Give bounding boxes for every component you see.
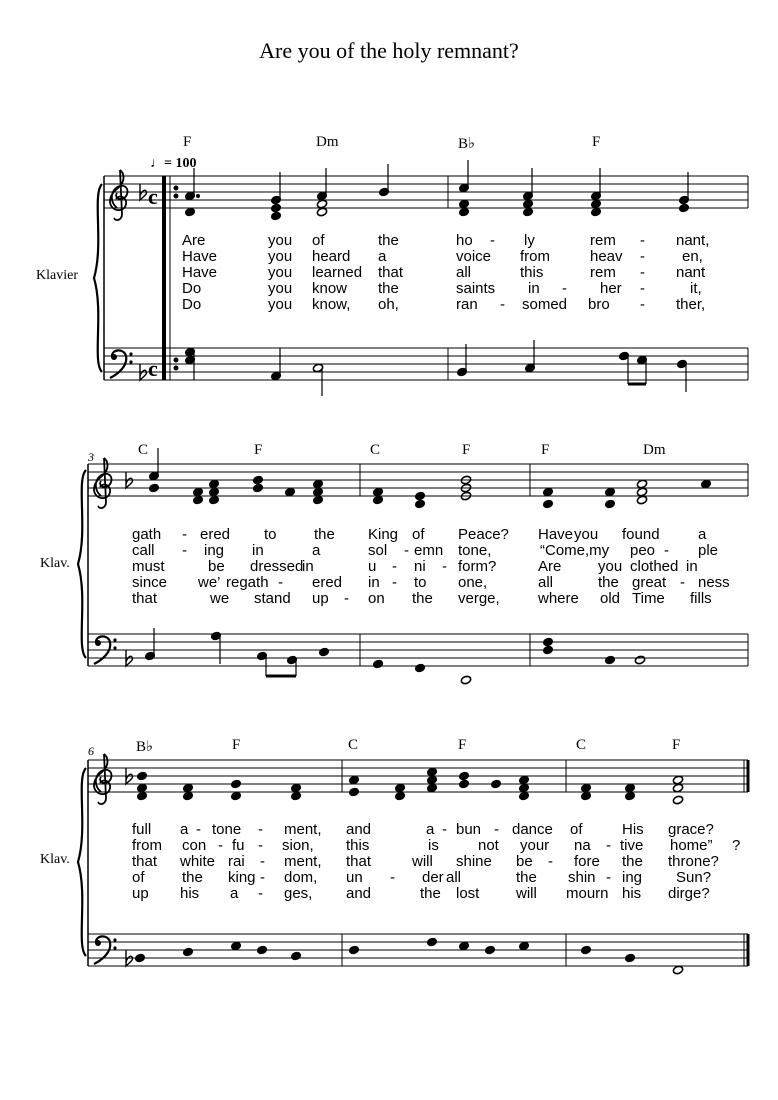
lyric-syllable: voice: [456, 248, 492, 265]
tempo-value: = 100: [164, 156, 197, 171]
lyric-syllable: you: [268, 296, 293, 313]
chord-symbol: F: [254, 442, 263, 458]
lyric-syllable: know: [312, 280, 348, 297]
lyric-syllable: -: [392, 574, 397, 591]
chord-symbol: C: [576, 737, 587, 753]
lyric-syllable: -: [606, 869, 611, 886]
lyric-syllable: Time: [632, 590, 665, 607]
lyric-syllable: a: [312, 542, 321, 559]
lyric-syllable: Peace?: [458, 526, 509, 543]
chord-symbol: F: [458, 737, 467, 753]
chord-symbol: C: [370, 442, 381, 458]
lyric-syllable: -: [258, 821, 263, 838]
lyric-syllable: -: [606, 837, 611, 854]
measure-number: 3: [88, 450, 94, 464]
svg-text:c: c: [148, 356, 158, 381]
lyric-syllable: in: [302, 558, 314, 575]
treble-staff: [104, 176, 748, 208]
lyric-syllable: we’: [198, 574, 221, 591]
lyric-syllable: be: [516, 853, 533, 870]
lyric-syllable: fu: [232, 837, 245, 854]
lyric-syllable: to: [414, 574, 427, 591]
lyric-syllable: the: [516, 869, 537, 886]
lyric-syllable: tive: [620, 837, 644, 854]
s2-notes: [145, 448, 712, 685]
lyric-syllable: ni: [414, 558, 426, 575]
lyric-syllable: His: [622, 821, 644, 838]
lyric-syllable: -: [390, 869, 395, 886]
lyric-syllable: one,: [458, 574, 488, 591]
lyric-syllable: -: [548, 853, 553, 870]
lyric-syllable: the: [598, 574, 619, 591]
lyric-syllable: -: [258, 837, 263, 854]
lyric-syllable: -: [640, 280, 645, 297]
lyric-syllable: ?: [732, 837, 741, 854]
lyric-syllable: sion,: [282, 837, 314, 854]
lyric-syllable: dirge?: [668, 885, 710, 902]
lyric-syllable: from: [132, 837, 162, 854]
s3-notes: [135, 767, 684, 975]
instrument-label-short-s3: Klav.: [40, 852, 70, 867]
lyric-syllable: Are: [538, 558, 562, 575]
lyric-syllable: that: [132, 853, 158, 870]
lyric-syllable: old: [600, 590, 621, 607]
lyric-syllable: in: [686, 558, 698, 575]
lyric-syllable: a: [230, 885, 239, 902]
lyric-syllable: -: [562, 280, 567, 297]
lyric-syllable: Have: [538, 526, 574, 543]
chord-symbol: B♭: [136, 739, 154, 755]
lyric-syllable: since: [132, 574, 168, 591]
quarter-note-icon: ♩: [150, 156, 164, 171]
lyric-syllable: that: [132, 590, 158, 607]
lyric-syllable: of: [132, 869, 145, 886]
lyric-syllable: lost: [456, 885, 480, 902]
lyric-syllable: dance: [512, 821, 553, 838]
lyric-syllable: regath: [226, 574, 269, 591]
lyric-syllable: great: [632, 574, 667, 591]
lyric-syllable: you: [268, 280, 293, 297]
lyric-syllable: a: [698, 526, 707, 543]
lyric-syllable: found: [622, 526, 660, 543]
lyric-syllable: will: [516, 885, 537, 902]
lyric-syllable: Have: [182, 264, 218, 281]
lyric-syllable: will: [412, 853, 433, 870]
lyric-syllable: -: [392, 558, 397, 575]
lyric-syllable: the: [314, 526, 335, 543]
instrument-label-full: Klavier: [36, 268, 78, 283]
lyric-syllable: clothed: [630, 558, 679, 575]
lyric-syllable: -: [640, 264, 645, 281]
lyric-syllable: heard: [312, 248, 351, 265]
lyric-syllable: -: [640, 232, 645, 249]
lyric-syllable: ran: [456, 296, 478, 313]
lyric-syllable: grace?: [668, 821, 714, 838]
lyric-syllable: ness: [698, 574, 730, 591]
lyric-syllable: -: [344, 590, 349, 607]
lyric-syllable: you: [268, 264, 293, 281]
chord-symbol: F: [183, 134, 192, 150]
lyric-syllable: na: [574, 837, 591, 854]
chord-symbol: Dm: [316, 134, 339, 150]
lyric-syllable: con: [182, 837, 207, 854]
lyric-syllable: the: [412, 590, 433, 607]
lyric-syllable: of: [412, 526, 425, 543]
lyric-syllable: in: [528, 280, 540, 297]
s1-treble-notes: [185, 160, 690, 221]
lyric-syllable: stand: [254, 590, 291, 607]
lyric-syllable: learned: [312, 264, 363, 281]
lyric-syllable: Have: [182, 248, 218, 265]
lyric-syllable: -: [490, 232, 495, 249]
lyric-syllable: that: [346, 853, 372, 870]
chord-symbol: F: [462, 442, 471, 458]
lyric-syllable: her: [600, 280, 622, 297]
tempo-marking: [150, 156, 196, 172]
lyric-syllable: up: [132, 885, 149, 902]
lyric-syllable: -: [196, 821, 201, 838]
lyric-syllable: -: [218, 837, 223, 854]
lyric-syllable: fills: [690, 590, 712, 607]
lyric-syllable: to: [264, 526, 277, 543]
lyric-syllable: -: [640, 296, 645, 313]
chord-symbol: F: [672, 737, 681, 753]
lyric-syllable: a: [426, 821, 435, 838]
lyric-syllable: king: [228, 869, 256, 886]
lyric-syllable: in: [368, 574, 380, 591]
lyric-syllable: a: [378, 248, 387, 265]
bass-staff: [104, 348, 748, 380]
lyric-syllable: Sun?: [676, 869, 712, 886]
lyric-syllable: ple: [698, 542, 719, 559]
lyric-syllable: ing: [622, 869, 643, 886]
lyric-syllable: throne?: [668, 853, 719, 870]
lyric-syllable: on: [368, 590, 385, 607]
lyric-syllable: call: [132, 542, 155, 559]
lyric-syllable: up: [312, 590, 329, 607]
lyric-syllable: en,: [682, 248, 703, 265]
song-title: Are you of the holy remnant?: [259, 38, 519, 63]
lyric-syllable: rem: [590, 232, 616, 249]
chord-symbol: C: [348, 737, 359, 753]
lyric-syllable: in: [252, 542, 264, 559]
lyric-syllable: ges,: [284, 885, 313, 902]
lyric-syllable: all: [538, 574, 554, 591]
lyric-syllable: your: [520, 837, 550, 854]
lyric-syllable: form?: [458, 558, 497, 575]
lyric-syllable: dressed: [250, 558, 304, 575]
lyric-syllable: know,: [312, 296, 351, 313]
lyric-syllable: we: [210, 590, 230, 607]
lyric-syllable: peo: [630, 542, 656, 559]
lyric-syllable: white: [180, 853, 216, 870]
lyric-syllable: of: [312, 232, 325, 249]
lyric-syllable: ment,: [284, 821, 322, 838]
lyric-syllable: sol: [368, 542, 388, 559]
lyric-syllable: shin: [568, 869, 596, 886]
lyric-syllable: -: [500, 296, 505, 313]
lyric-syllable: tone: [212, 821, 242, 838]
lyric-syllable: -: [494, 821, 499, 838]
lyric-syllable: all: [456, 264, 472, 281]
lyric-syllable: you: [574, 526, 599, 543]
lyric-syllable: home”: [670, 837, 713, 854]
lyric-syllable: -: [680, 574, 685, 591]
lyric-syllable: dom,: [284, 869, 318, 886]
lyric-syllable: full: [132, 821, 152, 838]
lyric-syllable: his: [180, 885, 200, 902]
lyric-syllable: -: [442, 821, 447, 838]
lyric-syllable: heav: [590, 248, 623, 265]
lyric-syllable: ing: [204, 542, 225, 559]
lyric-syllable: tone,: [458, 542, 492, 559]
lyric-syllable: gath: [132, 526, 162, 543]
lyric-syllable: rem: [590, 264, 616, 281]
lyric-syllable: bun: [456, 821, 482, 838]
lyric-syllable: mourn: [566, 885, 609, 902]
chord-symbol: F: [541, 442, 550, 458]
lyric-syllable: der: [422, 869, 444, 886]
lyric-syllable: nant: [676, 264, 706, 281]
lyric-syllable: -: [260, 853, 265, 870]
lyric-syllable: ly: [524, 232, 535, 249]
lyric-syllable: fore: [574, 853, 600, 870]
lyric-syllable: Are: [182, 232, 206, 249]
lyric-syllable: this: [346, 837, 370, 854]
lyric-syllable: “Come,my: [540, 542, 610, 559]
lyric-syllable: you: [268, 248, 293, 265]
measure-number: 6: [88, 744, 94, 758]
lyric-syllable: -: [182, 542, 187, 559]
chord-symbol: F: [232, 737, 241, 753]
lyric-syllable: somed: [522, 296, 568, 313]
lyric-syllable: -: [278, 574, 283, 591]
lyric-syllable: verge,: [458, 590, 500, 607]
lyric-syllable: -: [182, 526, 187, 543]
lyric-syllable: his: [622, 885, 642, 902]
lyric-syllable: not: [478, 837, 499, 854]
lyric-syllable: you: [268, 232, 293, 249]
lyric-syllable: you: [598, 558, 623, 575]
lyric-syllable: ered: [200, 526, 231, 543]
lyric-syllable: -: [442, 558, 447, 575]
lyric-syllable: King: [368, 526, 399, 543]
lyric-syllable: Do: [182, 296, 202, 313]
lyric-syllable: is: [428, 837, 439, 854]
lyric-syllable: the: [378, 280, 399, 297]
lyric-syllable: that: [378, 264, 404, 281]
chord-symbol: F: [592, 134, 601, 150]
lyric-syllable: -: [258, 885, 263, 902]
chord-symbol: C: [138, 442, 149, 458]
lyric-syllable: saints: [456, 280, 496, 297]
lyric-syllable: -: [664, 542, 669, 559]
lyric-syllable: rai: [228, 853, 245, 870]
svg-text:c: c: [148, 184, 158, 209]
lyric-syllable: ered: [312, 574, 343, 591]
instrument-label-short-s2: Klav.: [40, 556, 70, 571]
lyric-syllable: must: [132, 558, 165, 575]
lyric-syllable: u: [368, 558, 377, 575]
lyric-syllable: from: [520, 248, 550, 265]
lyric-syllable: un: [346, 869, 363, 886]
lyric-syllable: and: [346, 821, 372, 838]
lyric-syllable: this: [520, 264, 544, 281]
lyric-syllable: of: [570, 821, 583, 838]
lyric-syllable: -: [640, 248, 645, 265]
lyric-syllable: and: [346, 885, 372, 902]
lyric-syllable: emn: [414, 542, 444, 559]
lyric-syllable: all: [446, 869, 462, 886]
lyric-syllable: the: [378, 232, 399, 249]
lyric-syllable: it,: [690, 280, 702, 297]
lyric-syllable: the: [420, 885, 441, 902]
lyric-syllable: shine: [456, 853, 492, 870]
lyric-syllable: nant,: [676, 232, 710, 249]
lyric-syllable: ther,: [676, 296, 706, 313]
lyric-syllable: where: [538, 590, 579, 607]
lyric-syllable: ment,: [284, 853, 322, 870]
chord-symbol: B♭: [458, 136, 476, 152]
lyric-syllable: -: [260, 869, 265, 886]
lyric-syllable: -: [404, 542, 409, 559]
lyric-syllable: bro: [588, 296, 610, 313]
lyric-syllable: the: [182, 869, 203, 886]
lyric-syllable: ho: [456, 232, 473, 249]
lyric-syllable: oh,: [378, 296, 399, 313]
lyric-syllable: be: [208, 558, 225, 575]
lyric-syllable: the: [622, 853, 643, 870]
lyric-syllable: Do: [182, 280, 202, 297]
lyric-syllable: a: [180, 821, 189, 838]
chord-symbol: Dm: [643, 442, 666, 458]
